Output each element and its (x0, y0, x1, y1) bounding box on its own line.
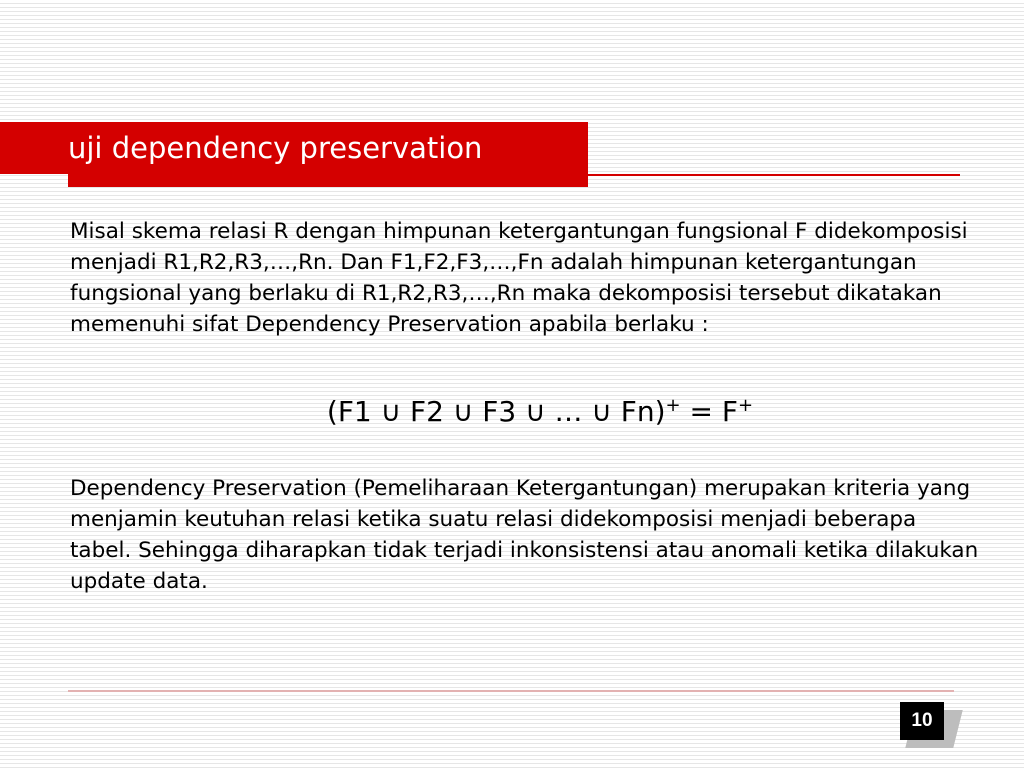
formula-superscript-plus-1: + (665, 395, 681, 416)
page-number: 10 (900, 702, 944, 740)
title-bar (0, 122, 588, 174)
slide-body (70, 216, 970, 340)
title-underline (68, 174, 588, 187)
title-rule (588, 174, 960, 176)
formula (0, 392, 1024, 432)
formula-left: (F1 ∪ F2 ∪ F3 ∪ … ∪ Fn) (326, 395, 666, 428)
body-paragraph-2: Dependency Preservation (Pemeliharaan Ketergantungan) merupakan kriteria yang menjamin keutuhan relasi ketika suatu relasi didekomposisi menjadi beberapa tabel. Sehingga diharapkan tidak terjadi inkonsistensi atau anomali ketika dilakukan update data. (70, 476, 979, 594)
formula-equals: = F (680, 395, 738, 428)
footer-rule (68, 690, 954, 692)
formula-superscript-plus-2: + (738, 395, 754, 416)
slide-body-2 (70, 473, 980, 597)
slide-title: uji dependency preservation (68, 131, 483, 165)
body-paragraph-1: Misal skema relasi R dengan himpunan ketergantungan fungsional F didekomposisi menjadi R1,R2,R3,…,Rn. Dan F1,F2,F3,…,Fn adalah himpunan ketergantungan fungsional yang berlaku di R1,R2,R3,…,Rn maka dekomposisi tersebut dikatakan memenuhi sifat Dependency Preservation apabila berlaku : (70, 219, 968, 337)
